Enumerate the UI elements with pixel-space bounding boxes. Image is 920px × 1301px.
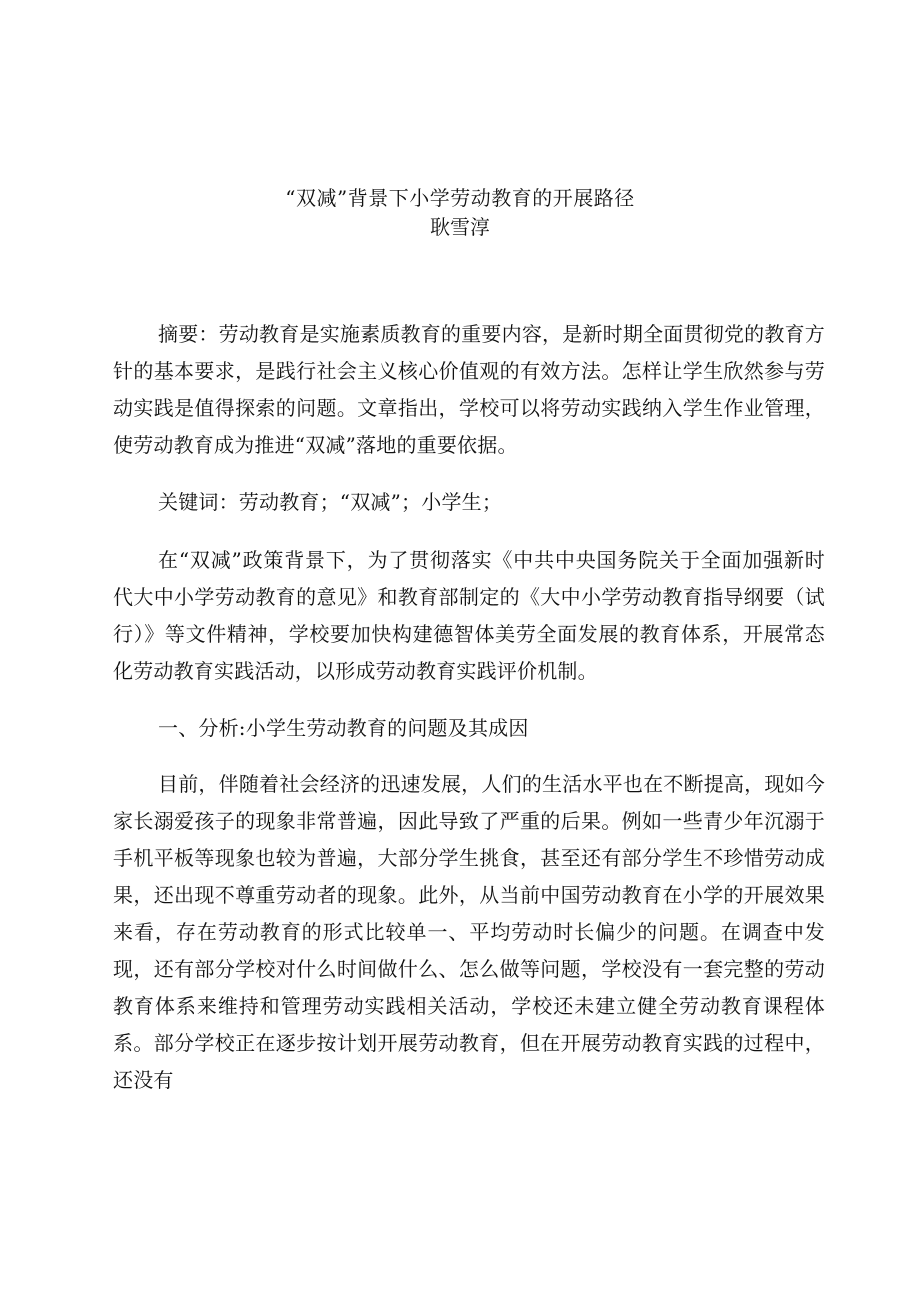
document-title: “双减”背景下小学劳动教育的开展路径: [285, 186, 635, 210]
keywords-paragraph: 关键词：劳动教育；“双减”；小学生；: [158, 490, 503, 514]
section-heading: 一、分析:小学生劳动教育的问题及其成因: [158, 716, 529, 740]
document-author: 耿雪淳: [430, 215, 490, 239]
document-body: [113, 316, 825, 1119]
abstract-paragraph: 摘要：劳动教育是实施素质教育的重要内容，是新时期全面贯彻党的教育方针的基本要求，是践行社会主义核心价值观的有效方法。怎样让学生欣然参与劳动实践是值得探索的问题。文章指出，学校可以将劳动实践纳入学生作业管理，使劳动教育成为推进“双减”落地的重要依据。: [113, 322, 825, 457]
section-body-paragraph: 目前，伴随着社会经济的迅速发展，人们的生活水平也在不断提高，现如今家长溺爱孩子的现象非常普遍，因此导致了严重的后果。例如一些青少年沉溺于手机平板等现象也较为普遍，大部分学生挑食，甚至还有部分学生不珍惜劳动成果，还出现不尊重劳动者的现象。此外，从当前中国劳动教育在小学的开展效果来看，存在劳动教育的形式比较单一、平均劳动时长偏少的问题。在调查中发现，还有部分学校对什么时间做什么、怎么做等问题，学校没有一套完整的劳动教育体系来维持和管理劳动实践相关活动，学校还未建立健全劳动教育课程体系。部分学校正在逐步按计划开展劳动教育，但在开展劳动教育实践的过程中，还没有: [113, 772, 825, 1092]
intro-paragraph: 在“双减”政策背景下，为了贯彻落实《中共中央国务院关于全面加强新时代大中小学劳动教育的意见》和教育部制定的《大中小学劳动教育指导纲要（试行）》等文件精神，学校要加快构建德智体美劳全面发展的教育体系，开展常态化劳动教育实践活动，以形成劳动教育实践评价机制。: [113, 548, 825, 683]
